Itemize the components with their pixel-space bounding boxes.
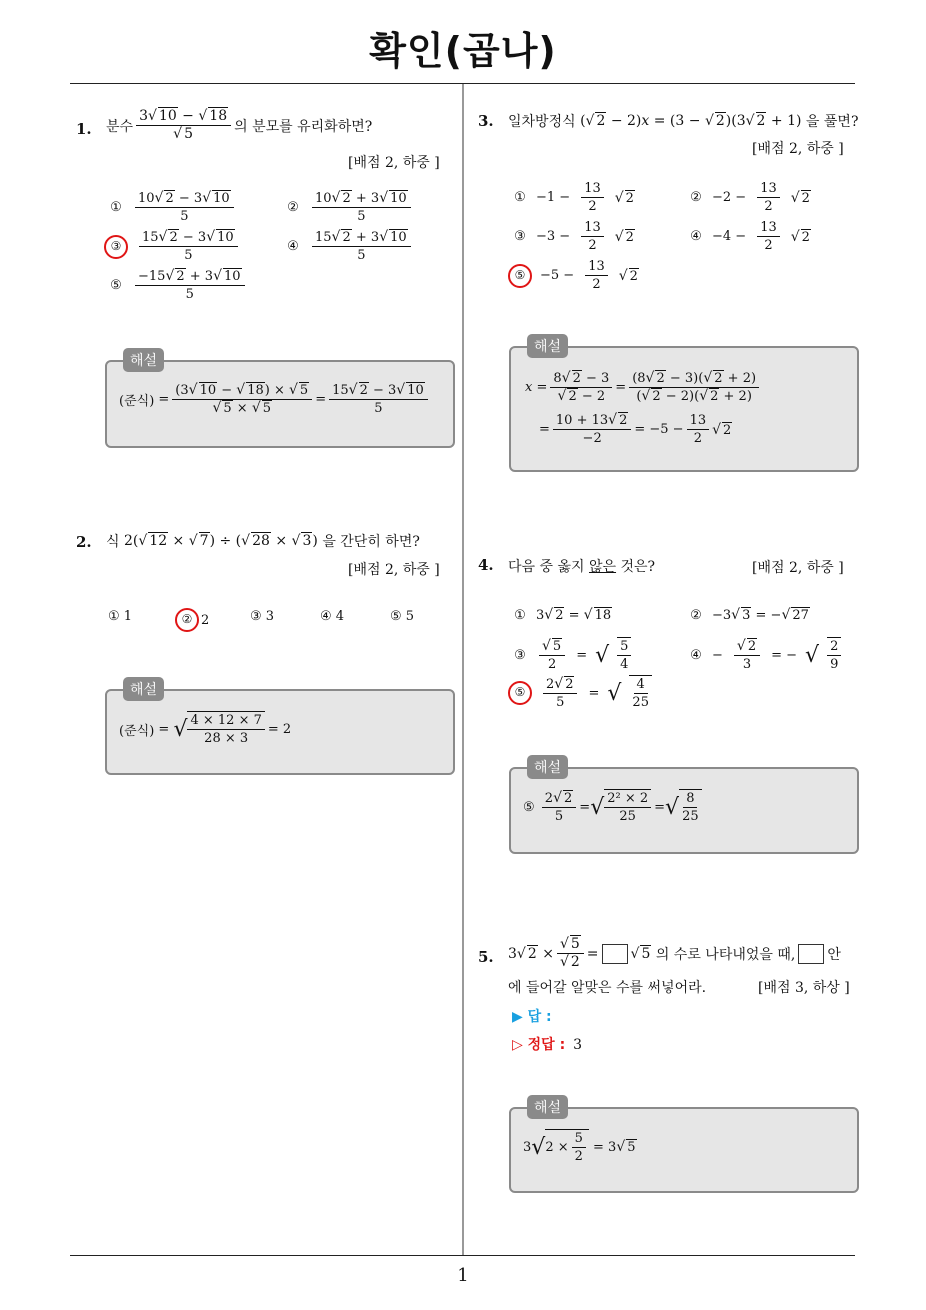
q3-solution-line-1: x = $\frac{8√ 2 - 3}{√ 2 - 2}$ = $\frac{(8√ 2 - 3)(√ 2 + 2)}{(√ 2 - 2)(√ 2 + 2)}$	[525, 370, 762, 405]
q3-option-1[interactable]: ① −1 − $\frac{13}{2}$ √ 2	[514, 181, 634, 214]
q3-option-2[interactable]: ② −2 − $\frac{13}{2}$ √ 2	[690, 181, 810, 214]
q3-stem: 일차방정식 (√ 2 − 2)x = (3 − √ 2)(3√ 2 + 1) 을 풀면?	[508, 113, 859, 130]
q1-text-after: 의 분모를 유리화하면?	[234, 118, 373, 135]
q3-option-3[interactable]: ③ −3 − $\frac{13}{2}$ √ 2	[514, 220, 634, 253]
q1-solution: (준식) = $\frac{(3√ 10 - √ 18) \times √ 5}{√ 5 \times √ 5}$ = $\frac{15√ 2 - 3√ 10}{5}$	[119, 382, 431, 417]
q1-option-5[interactable]: ⑤ $\frac{-15√ 2 + 3√ 10}{5}$	[108, 268, 248, 303]
q3-solution-box	[509, 339, 859, 472]
q3-option-4[interactable]: ④ −4 − $\frac{13}{2}$ √ 2	[690, 220, 810, 253]
answer-mark: ⑤	[508, 264, 532, 288]
page-number: 1	[457, 1265, 469, 1286]
q1-option-3[interactable]: ③ $\frac{15√ 2 - 3√ 10}{5}$	[108, 229, 241, 264]
q5-stem-line-2: 에 들어갈 알맞은 수를 써넣어라.	[508, 980, 707, 996]
q4-option-1[interactable]: ① 3√ 2 = √ 18	[514, 607, 612, 623]
q2-solution-box	[105, 682, 455, 775]
column-divider	[462, 84, 464, 1256]
q1-option-1[interactable]: ① $\frac{10√ 2 - 3√ 10}{5}$	[108, 190, 237, 225]
q3-option-5[interactable]: ⑤ −5 − $\frac{13}{2}$ √ 2	[512, 258, 639, 293]
q3-meta: [배점 2, 하중 ]	[752, 141, 844, 157]
q4-option-3[interactable]: ③ $\frac{√ 5}{2}$ = √ $\frac{5}{4}$	[512, 637, 634, 673]
answer-blank-box	[602, 944, 628, 964]
q1-meta: [배점 2, 하중 ]	[348, 155, 440, 171]
q2-solution: (준식) = √ $\frac{4 \times 12 \times 7}{28 \times 3}$ = 2	[119, 713, 292, 746]
q4-option-2[interactable]: ② −3√ 3 = −√ 27	[690, 607, 809, 623]
q5-answer-label: ▶ 답 :	[512, 1009, 552, 1025]
q1-solution-box	[105, 353, 455, 448]
solution-tag: 해설	[123, 348, 164, 372]
answer-mark: ②	[175, 608, 199, 632]
solution-tag: 해설	[527, 334, 568, 358]
answer-mark: ⑤	[508, 681, 532, 705]
q1-option-4[interactable]: ④ $\frac{15√ 2 + 3√ 10}{5}$	[285, 229, 414, 264]
q2-stem: 식 2(√ 12 × √ 7) ÷ (√ 28 × √ 3) 을 간단히 하면?	[106, 533, 420, 550]
q2-number: 2.	[76, 533, 92, 551]
solution-tag: 해설	[527, 755, 568, 779]
solution-tag: 해설	[123, 677, 164, 701]
q4-solution-box	[509, 760, 859, 854]
q1-fraction: $\frac{3√ 10 - √ 18}{√ 5}$	[136, 108, 231, 143]
q5-correct-answer: ▷ 정답 : 3	[512, 1037, 583, 1053]
q1-option-2[interactable]: ② $\frac{10√ 2 + 3√ 10}{5}$	[285, 190, 414, 225]
answer-blank-box	[798, 944, 824, 964]
q2-option-5[interactable]: ⑤ 5	[390, 609, 415, 624]
q2-meta: [배점 2, 하중 ]	[348, 562, 440, 578]
q4-stem: 다음 중 옳지 않은 것은?	[508, 559, 656, 575]
q5-solution-box	[509, 1100, 859, 1193]
q1-stem	[106, 108, 372, 143]
q3-solution-line-2: = $\frac{10 + 13√ 2}{-2}$ = −5 − $\frac{13}{2}$ √ 2	[539, 412, 732, 446]
q2-option-4[interactable]: ④ 4	[320, 609, 345, 624]
q5-stem-line-1: 3√ 2 × $\frac{√ 5}{√ 2}$ = √ 5 의 수로 나타내었을 때, 안	[508, 936, 841, 970]
q4-solution: ⑤ $\frac{2√ 2}{5}$ = √ $\frac{\text{2² × 2}}{25}$ = √ $\frac{8}{25}$	[523, 789, 705, 825]
q5-meta: [배점 3, 하상 ]	[758, 980, 850, 996]
q4-option-4[interactable]: ④ − $\frac{√ 2}{3}$ = − √ $\frac{2}{9}$	[688, 637, 844, 673]
q3-number: 3.	[478, 112, 494, 130]
q2-option-2[interactable]: ② 2	[179, 608, 209, 632]
answer-mark: ③	[104, 235, 128, 259]
q2-option-1[interactable]: ① 1	[108, 609, 133, 624]
q4-option-5[interactable]: ⑤ $\frac{2√ 2}{5}$ = √ $\frac{4}{25}$	[512, 675, 655, 711]
q4-number: 4.	[478, 556, 494, 574]
q5-solution: 3 √ 2 × $\frac{5}{2}$ = 3 √ 5	[523, 1131, 636, 1164]
q2-option-3[interactable]: ③ 3	[250, 609, 275, 624]
page-title: 확인(곱나)	[369, 29, 557, 73]
solution-tag: 해설	[527, 1095, 568, 1119]
q1-number: 1.	[76, 120, 92, 138]
footer-rule	[70, 1255, 855, 1256]
q5-number: 5.	[478, 948, 494, 966]
q1-text-before: 분수	[106, 118, 134, 135]
q4-meta: [배점 2, 하중 ]	[752, 560, 844, 576]
